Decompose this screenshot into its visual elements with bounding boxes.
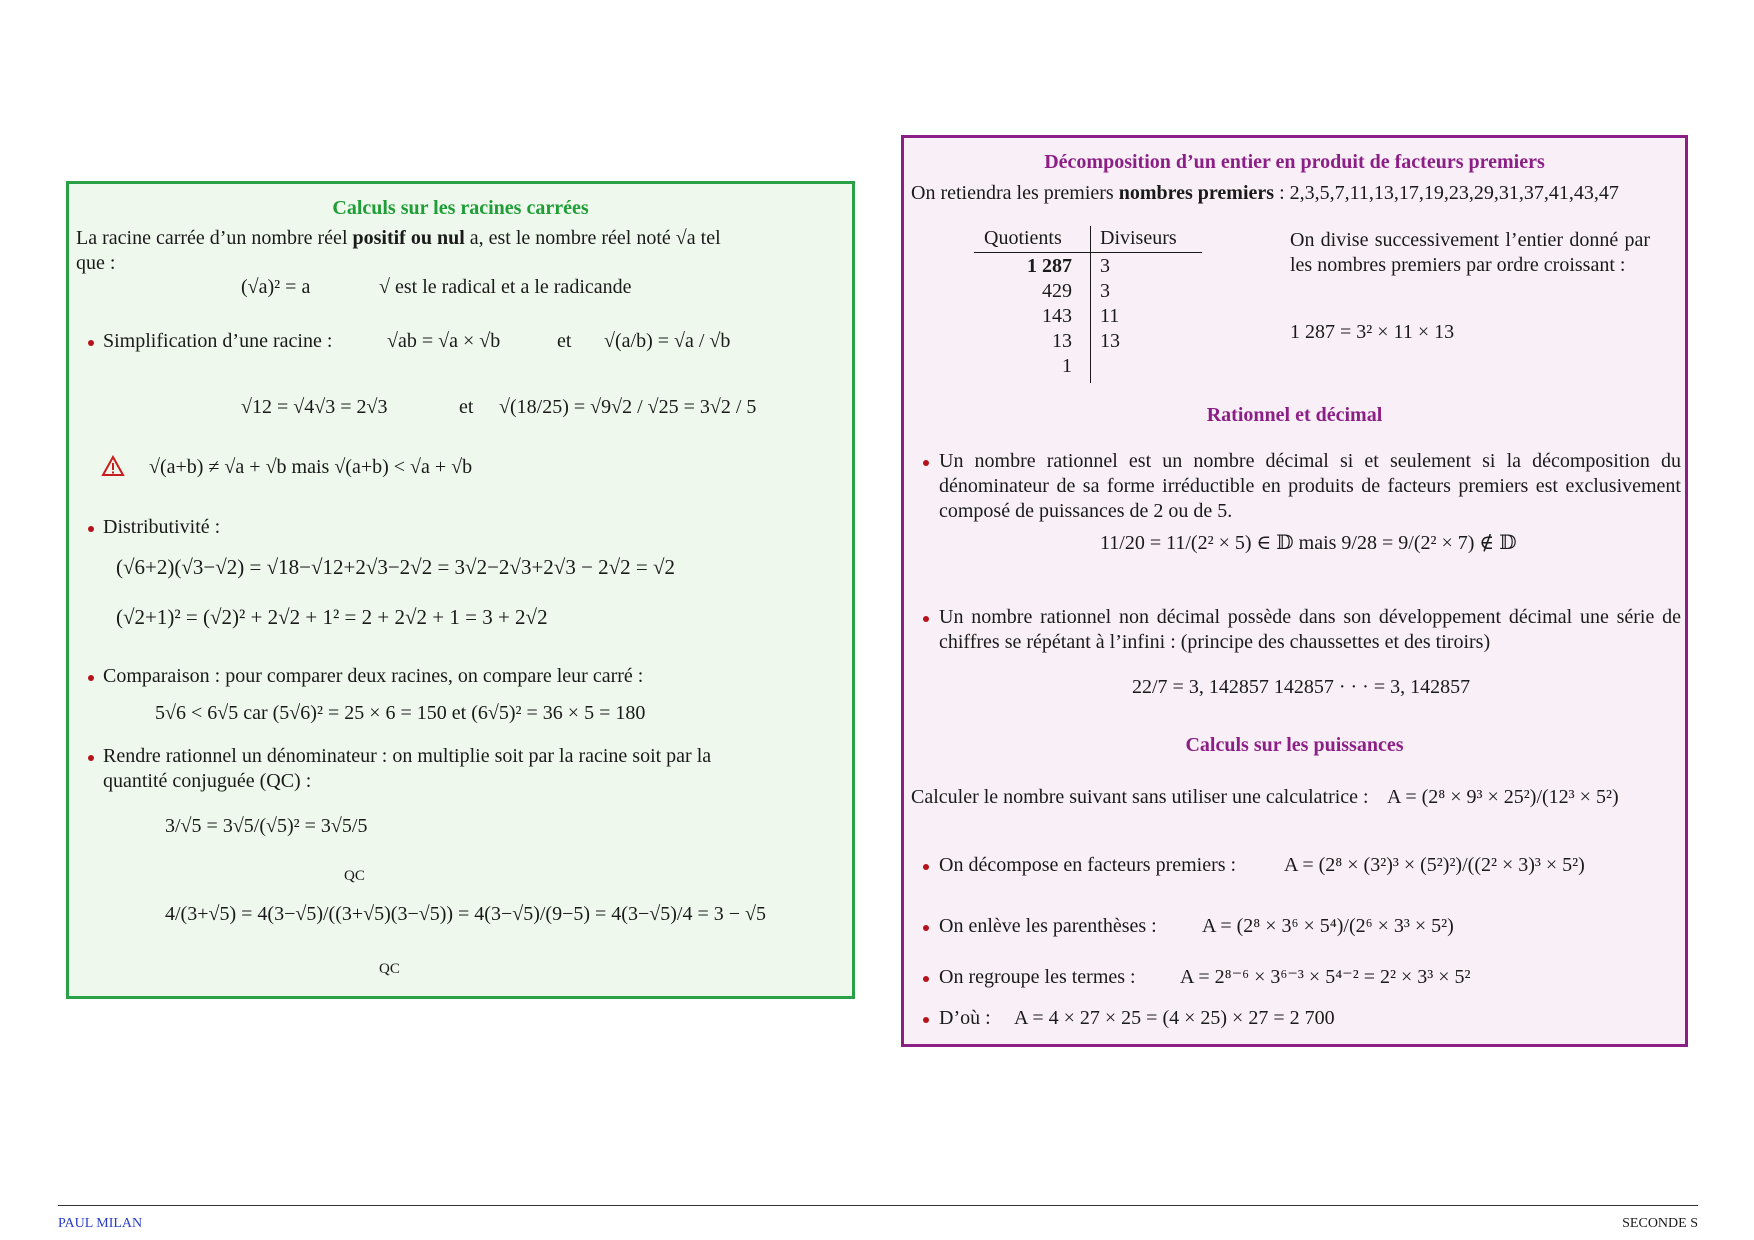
table-row-quotient: 143 [1042, 305, 1072, 327]
rational-text1: Un nombre rationnel est un nombre décimal si et seulement si la décomposition du dénominateur de sa forme irréductible en produits de facteurs premiers est exclusivement composé de puissances de 2 ou de 5. [939, 450, 1681, 522]
division-table [974, 226, 1184, 386]
table-header-quotients: Quotients [984, 227, 1062, 249]
rationalize-label1: Rendre rationnel un dénominateur : on multiplie soit par la racine soit par la [103, 745, 712, 767]
step1-formula: A = (2⁸ × (3²)³ × (5²)²)/((2² × 3)³ × 5²) [1284, 854, 1585, 876]
simplification-label: Simplification d’une racine : [103, 330, 333, 352]
def-formula: (√a)² = a [241, 276, 311, 298]
bullet [923, 1017, 929, 1023]
step3-label: On regroupe les termes : [939, 966, 1136, 988]
simplification-formula1: √ab = √a × √b [387, 330, 501, 352]
step2-label: On enlève les parenthèses : [939, 915, 1157, 937]
table-row-divisor: 13 [1100, 330, 1120, 352]
distributivity-line1: (√6+2)(√3−√2) = √18−√12+2√3−2√2 = 3√2−2√3+2√3 − 2√2 = √2 [116, 555, 676, 579]
qc-label-top: QC [344, 868, 365, 884]
decomposition-box [901, 135, 1688, 1047]
racines-title: Calculs sur les racines carrées [332, 197, 589, 219]
bullet [923, 460, 929, 466]
bullet [88, 755, 94, 761]
step4-formula: A = 4 × 27 × 25 = (4 × 25) × 27 = 2 700 [1014, 1007, 1335, 1029]
intro-line2: que : [76, 252, 116, 274]
distributivity-line2: (√2+1)² = (√2)² + 2√2 + 1² = 2 + 2√2 + 1 = 3 + 2√2 [116, 605, 548, 629]
bullet [923, 864, 929, 870]
simplification-example1: √12 = √4√3 = 2√3 [241, 396, 388, 418]
bullet [88, 340, 94, 346]
table-row-divisor: 3 [1100, 280, 1110, 302]
rational-formula2: 22/7 = 3, 142857 142857 · · · = 3, 142857 [1132, 676, 1471, 698]
table-row-divisor: 3 [1100, 255, 1110, 277]
distributivity-label: Distributivité : [103, 516, 221, 538]
puissances-title: Calculs sur les puissances [1185, 734, 1404, 756]
comparison-label: Comparaison : pour comparer deux racines, on compare leur carré : [103, 665, 644, 687]
footer-level: SECONDE S [1622, 1216, 1698, 1231]
bullet [88, 526, 94, 532]
rationalize-formula2: 4/(3+√5) = 4(3−√5)/((3+√5)(3−√5)) = 4(3−√5)/(9−5) = 4(3−√5)/4 = 3 − √5 [165, 903, 766, 925]
bullet [923, 925, 929, 931]
table-row-quotient: 429 [1042, 280, 1072, 302]
warning-formula: √(a+b) ≠ √a + √b mais √(a+b) < √a + √b [149, 456, 473, 478]
bullet [923, 976, 929, 982]
step4-label: D’où : [939, 1007, 991, 1029]
table-row-quotient: 13 [1052, 330, 1072, 352]
decomposition-result: 1 287 = 3² × 11 × 13 [1290, 321, 1455, 343]
qc-label-bottom: QC [379, 961, 400, 977]
rationalize-label2: quantité conjuguée (QC) : [103, 770, 312, 792]
simplification-formula2: √(a/b) = √a / √b [604, 330, 731, 352]
intro-line1: La racine carrée d’un nombre réel positif ou nul a, est le nombre réel noté √a tel [76, 227, 721, 249]
simplification-example-and: et [459, 396, 474, 418]
rational-text2: Un nombre rationnel non décimal possède dans son développement décimal une série de chiffres se répétant à l’infini : (principe des chaussettes et des tiroirs) [939, 606, 1681, 653]
bullet [923, 616, 929, 622]
footer-rule [58, 1205, 1698, 1206]
rationnel-title: Rationnel et décimal [1206, 404, 1383, 426]
simplification-and: et [557, 330, 572, 352]
divide-text: On divise successivement l’entier donné par les nombres premiers par ordre croissant : [1290, 229, 1650, 276]
simplification-example2: √(18/25) = √9√2 / √25 = 3√2 / 5 [499, 396, 757, 418]
primes-line: On retiendra les premiers nombres premiers : 2,3,5,7,11,13,17,19,23,29,31,37,41,43,47 [911, 182, 1619, 204]
step2-formula: A = (2⁸ × 3⁶ × 5⁴)/(2⁶ × 3³ × 5²) [1202, 915, 1454, 937]
powers-A: A = (2⁸ × 9³ × 25²)/(12³ × 5²) [1387, 786, 1619, 808]
table-row-divisor: 11 [1100, 305, 1120, 327]
bullet [88, 675, 94, 681]
table-column-rule [1090, 226, 1091, 383]
step1-label: On décompose en facteurs premiers : [939, 854, 1237, 876]
def-text: √ est le radical et a le radicande [379, 276, 632, 298]
table-header-diviseurs: Diviseurs [1100, 227, 1177, 249]
rational-formula1: 11/20 = 11/(2² × 5) ∈ 𝔻 mais 9/28 = 9/(2² × 7) ∉ 𝔻 [1100, 532, 1517, 554]
rationalize-formula1: 3/√5 = 3√5/(√5)² = 3√5/5 [165, 815, 368, 837]
comparison-formula: 5√6 < 6√5 car (5√6)² = 25 × 6 = 150 et (6√5)² = 36 × 5 = 180 [155, 702, 646, 724]
decomposition-title: Décomposition d’un entier en produit de facteurs premiers [1044, 151, 1545, 173]
racines-box [66, 181, 855, 999]
warning-icon [101, 455, 125, 484]
footer-author-link[interactable]: PAUL MILAN [58, 1216, 143, 1231]
powers-intro: Calculer le nombre suivant sans utiliser une calculatrice : [911, 786, 1369, 808]
table-row-quotient: 1 287 [1027, 255, 1072, 277]
table-header-rule [974, 252, 1202, 253]
step3-formula: A = 2⁸⁻⁶ × 3⁶⁻³ × 5⁴⁻² = 2² × 3³ × 5² [1180, 966, 1471, 988]
table-row-quotient: 1 [1062, 355, 1072, 377]
